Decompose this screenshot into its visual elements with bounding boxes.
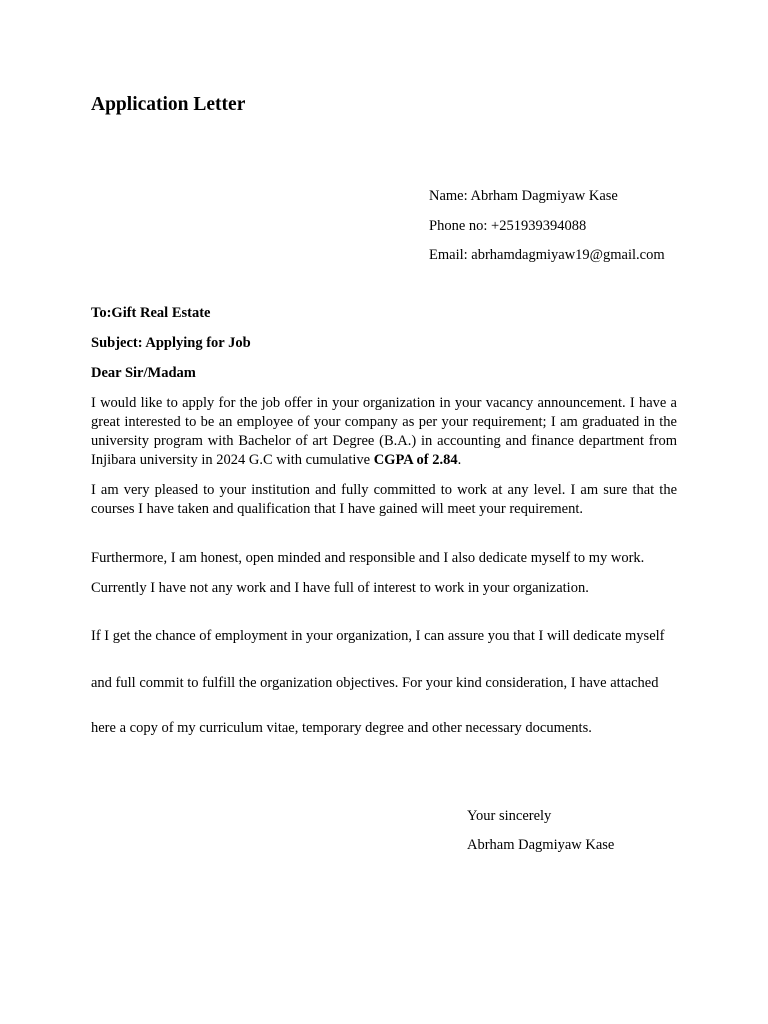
recipient-line: To:Gift Real Estate <box>91 305 211 321</box>
paragraph-intro-end: . <box>457 452 462 468</box>
paragraph-attachments-text: and full commit to fulfill the organization objectives. For your kind consideration, I have attached <box>91 675 659 691</box>
sender-contact-block <box>429 186 665 275</box>
sender-name: Name: Abrham Dagmiyaw Kase <box>429 188 618 204</box>
sender-phone: Phone no: +251939394088 <box>429 217 587 234</box>
paragraph-documents-text: here a copy of my curriculum vitae, temporary degree and other necessary documents. <box>91 720 592 736</box>
paragraph-availability-text: Currently I have not any work and I have full of interest to work in your organization. <box>91 580 589 596</box>
paragraph-qualities-text: Furthermore, I am honest, open minded and responsible and I also dedicate myself to my work. <box>91 550 645 566</box>
letter-title: Application Letter <box>91 94 246 115</box>
paragraph-assurance <box>91 627 677 646</box>
paragraph-attachments <box>91 674 677 693</box>
paragraph-availability <box>91 579 677 598</box>
paragraph-assurance-text: If I get the chance of employment in your organization, I can assure you that I will dedicate myself <box>91 628 665 644</box>
cgpa-highlight: CGPA of 2.84 <box>373 452 458 468</box>
sender-email: Email: abrhamdagmiyaw19@gmail.com <box>429 247 665 263</box>
paragraph-documents <box>91 719 677 738</box>
signature-name: Abrham Dagmiyaw Kase <box>467 837 615 853</box>
paragraph-commitment <box>91 481 677 519</box>
paragraph-qualities <box>91 549 677 568</box>
salutation: Dear Sir/Madam <box>91 365 196 381</box>
paragraph-intro <box>91 394 677 470</box>
paragraph-commitment-text: I am very pleased to your institution and fully committed to work at any level. I am sure that the courses I have taken and qualification that I have gained will meet your requirement. <box>91 482 677 517</box>
closing-line: Your sincerely <box>467 808 552 824</box>
paragraph-intro-text: I would like to apply for the job offer in your organization in your vacancy announcement. I have a great interested to be an employee of your company as per your requirement; I am graduated in the university program with Bachelor of art Degree (B.A.) in accounting and finance department from Injibara university in 2024 G.C with cumulative <box>91 395 677 468</box>
subject-line: Subject: Applying for Job <box>91 335 251 351</box>
